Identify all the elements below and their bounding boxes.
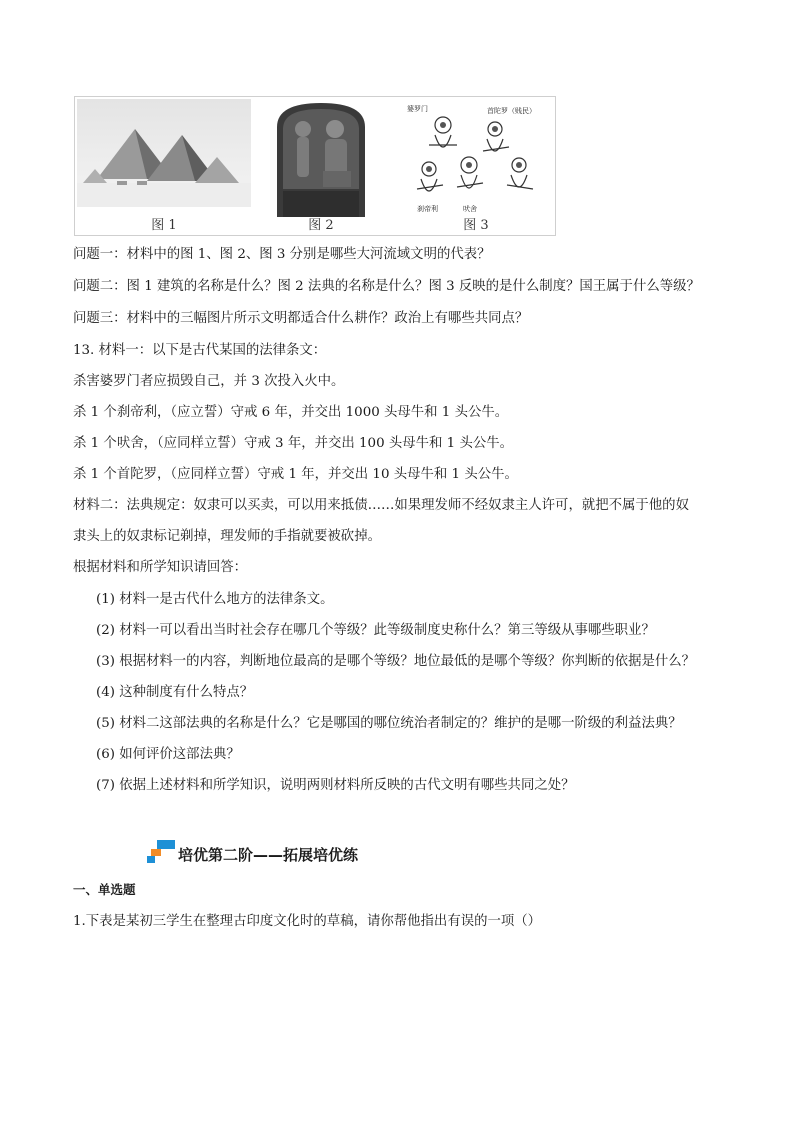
fig3-tag-shudra: 首陀罗（贱民） bbox=[487, 107, 536, 115]
pyramids-image bbox=[77, 99, 251, 207]
section-subtitle: 一、单选题 bbox=[73, 882, 136, 897]
stele-image bbox=[271, 99, 371, 217]
sub-question-2: (2) 材料一可以看出当时社会存在哪几个等级？此等级制度史称什么？第三等级从事哪些职业？ bbox=[96, 623, 655, 638]
law-line-3: 杀 1 个吠舍，（应同样立誓）守戒 3 年，并交出 100 头母牛和 1 头公牛。 bbox=[73, 436, 514, 451]
figure-2-label: 图 2 bbox=[308, 218, 334, 233]
figure-1-label: 图 1 bbox=[151, 218, 177, 233]
section-title: 培优第二阶——拓展培优练 bbox=[178, 846, 359, 864]
sub-question-4: (4) 这种制度有什么特点？ bbox=[96, 685, 254, 700]
law-line-2: 杀 1 个刹帝利，（应立誓）守戒 6 年，并交出 1000 头母牛和 1 头公牛。 bbox=[73, 405, 509, 420]
question-3: 问题三：材料中的三幅图片所示文明都适合什么耕作？政治上有哪些共同点？ bbox=[73, 311, 529, 326]
question-1: 问题一：材料中的图 1、图 2、图 3 分别是哪些大河流域文明的代表？ bbox=[73, 247, 491, 262]
figure-1 bbox=[77, 99, 251, 233]
figure-2 bbox=[271, 99, 371, 233]
fig3-tag-kshatriya: 刹帝利 bbox=[417, 205, 438, 213]
sub-question-1: (1) 材料一是古代什么地方的法律条文。 bbox=[96, 592, 334, 607]
question-2: 问题二：图 1 建筑的名称是什么？图 2 法典的名称是什么？图 3 反映的是什么制度？国王属于什么等级？ bbox=[73, 279, 700, 294]
single-choice-question-1: 1.下表是某初三学生在整理古印度文化时的草稿，请你帮他指出有误的一项（） bbox=[73, 914, 542, 929]
law-line-1: 杀害婆罗门者应损毁自己，并 3 次投入火中。 bbox=[73, 374, 345, 389]
law-line-4: 杀 1 个首陀罗，（应同样立誓）守戒 1 年，并交出 10 头母牛和 1 头公牛。 bbox=[73, 467, 518, 482]
sub-question-7: (7) 依据上述材料和所学知识，说明两则材料所反映的古代文明有哪些共同之处？ bbox=[96, 778, 575, 793]
answer-prompt: 根据材料和所学知识请回答： bbox=[73, 560, 248, 575]
figure-strip bbox=[74, 96, 556, 236]
fig3-tag-brahmin: 婆罗门 bbox=[407, 105, 428, 113]
sub-question-5: (5) 材料二这部法典的名称是什么？它是哪国的哪位统治者制定的？维护的是哪一阶级的利益法典？ bbox=[96, 716, 682, 731]
section-heading bbox=[147, 838, 447, 866]
caste-illustration bbox=[399, 99, 553, 217]
fig3-tag-vaishya: 吠舍 bbox=[463, 205, 477, 213]
material-2-line-1: 材料二：法典规定：奴隶可以买卖，可以用来抵债……如果理发师不经奴隶主人许可，就把不属于他的奴 bbox=[73, 498, 689, 513]
q13-intro: 13. 材料一：以下是古代某国的法律条文： bbox=[73, 343, 327, 358]
sub-question-6: (6) 如何评价这部法典？ bbox=[96, 747, 240, 762]
section-logo-icon bbox=[147, 838, 177, 866]
sub-question-3: (3) 根据材料一的内容，判断地位最高的是哪个等级？地位最低的是哪个等级？你判断的依据是什么？ bbox=[96, 654, 696, 669]
material-2-line-2: 隶头上的奴隶标记剃掉，理发师的手指就要被砍掉。 bbox=[73, 529, 381, 544]
figure-3-label: 图 3 bbox=[463, 218, 489, 233]
figure-3 bbox=[399, 99, 553, 233]
